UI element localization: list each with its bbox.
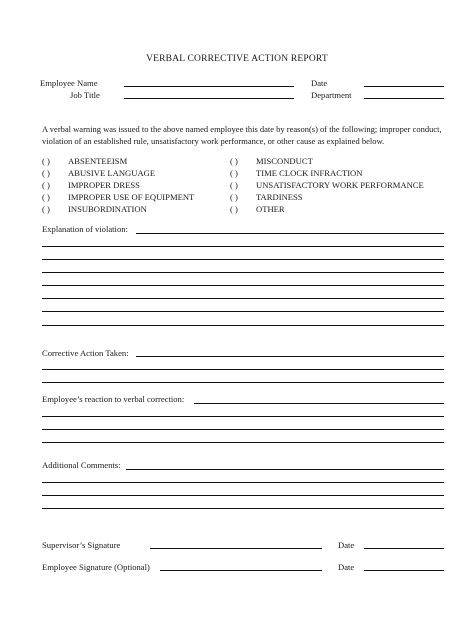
checkbox[interactable]: ( ) (42, 204, 50, 214)
explanation-line[interactable] (42, 325, 444, 326)
reason-item-improper-dress[interactable] (42, 180, 140, 190)
comments-line[interactable] (126, 469, 444, 470)
comments-line[interactable] (42, 495, 444, 496)
supervisor-signature-label: Supervisor’s Signature (42, 540, 121, 550)
reason-item-improper-use-of-equipment[interactable] (42, 192, 194, 202)
explanation-line[interactable] (42, 311, 444, 312)
intro-paragraph: A verbal warning was issued to the above named employee this date by reason(s) of the following; improper conduct, violation of an established rule, unsatisfactory work performance, or other cause as explained below. (42, 124, 442, 146)
comments-line[interactable] (42, 482, 444, 483)
comments-label: Additional Comments: (42, 460, 121, 470)
date-field[interactable] (364, 86, 444, 87)
reason-item-abusive-language[interactable] (42, 168, 155, 178)
reason-item-unsatisfactory-work-performance[interactable] (230, 180, 424, 190)
reason-item-misconduct[interactable] (230, 156, 313, 166)
explanation-line[interactable] (42, 272, 444, 273)
checkbox[interactable]: ( ) (230, 168, 238, 178)
reason-label: INSUBORDINATION (68, 204, 147, 214)
reaction-line[interactable] (42, 416, 444, 417)
explanation-line[interactable] (42, 298, 444, 299)
reason-label: ABSENTEEISM (68, 156, 128, 166)
employee-signature-field[interactable] (160, 570, 322, 571)
explanation-line[interactable] (136, 233, 444, 234)
explanation-line[interactable] (42, 246, 444, 247)
reason-label: OTHER (256, 204, 285, 214)
checkbox[interactable]: ( ) (230, 204, 238, 214)
reason-label: IMPROPER DRESS (68, 180, 140, 190)
checkbox[interactable]: ( ) (42, 180, 50, 190)
form-title: VERBAL CORRECTIVE ACTION REPORT (146, 54, 328, 64)
reason-label: ABUSIVE LANGUAGE (68, 168, 156, 178)
reaction-line[interactable] (42, 442, 444, 443)
corrective-action-line[interactable] (136, 356, 444, 357)
reason-label: IMPROPER USE OF EQUIPMENT (68, 192, 195, 202)
reason-item-other[interactable] (230, 204, 285, 214)
reason-item-absenteeism[interactable] (42, 156, 127, 166)
reaction-label: Employee’s reaction to verbal correction: (42, 394, 185, 404)
employee-name-field[interactable] (124, 86, 294, 87)
checkbox[interactable]: ( ) (42, 156, 50, 166)
employee-signature-label: Employee Signature (Optional) (42, 562, 150, 572)
checkbox[interactable]: ( ) (230, 192, 238, 202)
supervisor-date-field[interactable] (364, 548, 444, 549)
explanation-label: Explanation of violation: (42, 224, 128, 234)
reaction-line[interactable] (42, 429, 444, 430)
reason-label: MISCONDUCT (256, 156, 313, 166)
comments-line[interactable] (42, 508, 444, 509)
employee-date-label: Date (338, 562, 355, 572)
corrective-action-label: Corrective Action Taken: (42, 348, 129, 358)
reason-label: TIME CLOCK INFRACTION (256, 168, 363, 178)
job-title-label: Job Title (70, 90, 100, 100)
reason-item-time-clock-infraction[interactable] (230, 168, 362, 178)
reason-item-insubordination[interactable] (42, 204, 147, 214)
corrective-action-line[interactable] (42, 369, 444, 370)
date-label: Date (311, 78, 328, 88)
checkbox[interactable]: ( ) (230, 156, 238, 166)
corrective-action-line[interactable] (42, 382, 444, 383)
explanation-line[interactable] (42, 285, 444, 286)
employee-name-label: Employee Name (40, 78, 98, 88)
supervisor-signature-field[interactable] (150, 548, 322, 549)
explanation-line[interactable] (42, 259, 444, 260)
employee-date-field[interactable] (364, 570, 444, 571)
supervisor-date-label: Date (338, 540, 355, 550)
department-field[interactable] (364, 98, 444, 99)
reason-item-tardiness[interactable] (230, 192, 303, 202)
reaction-line[interactable] (194, 403, 444, 404)
reason-label: UNSATISFACTORY WORK PERFORMANCE (256, 180, 424, 190)
job-title-field[interactable] (124, 98, 294, 99)
checkbox[interactable]: ( ) (42, 168, 50, 178)
reason-label: TARDINESS (256, 192, 303, 202)
department-label: Department (311, 90, 352, 100)
checkbox[interactable]: ( ) (42, 192, 50, 202)
checkbox[interactable]: ( ) (230, 180, 238, 190)
